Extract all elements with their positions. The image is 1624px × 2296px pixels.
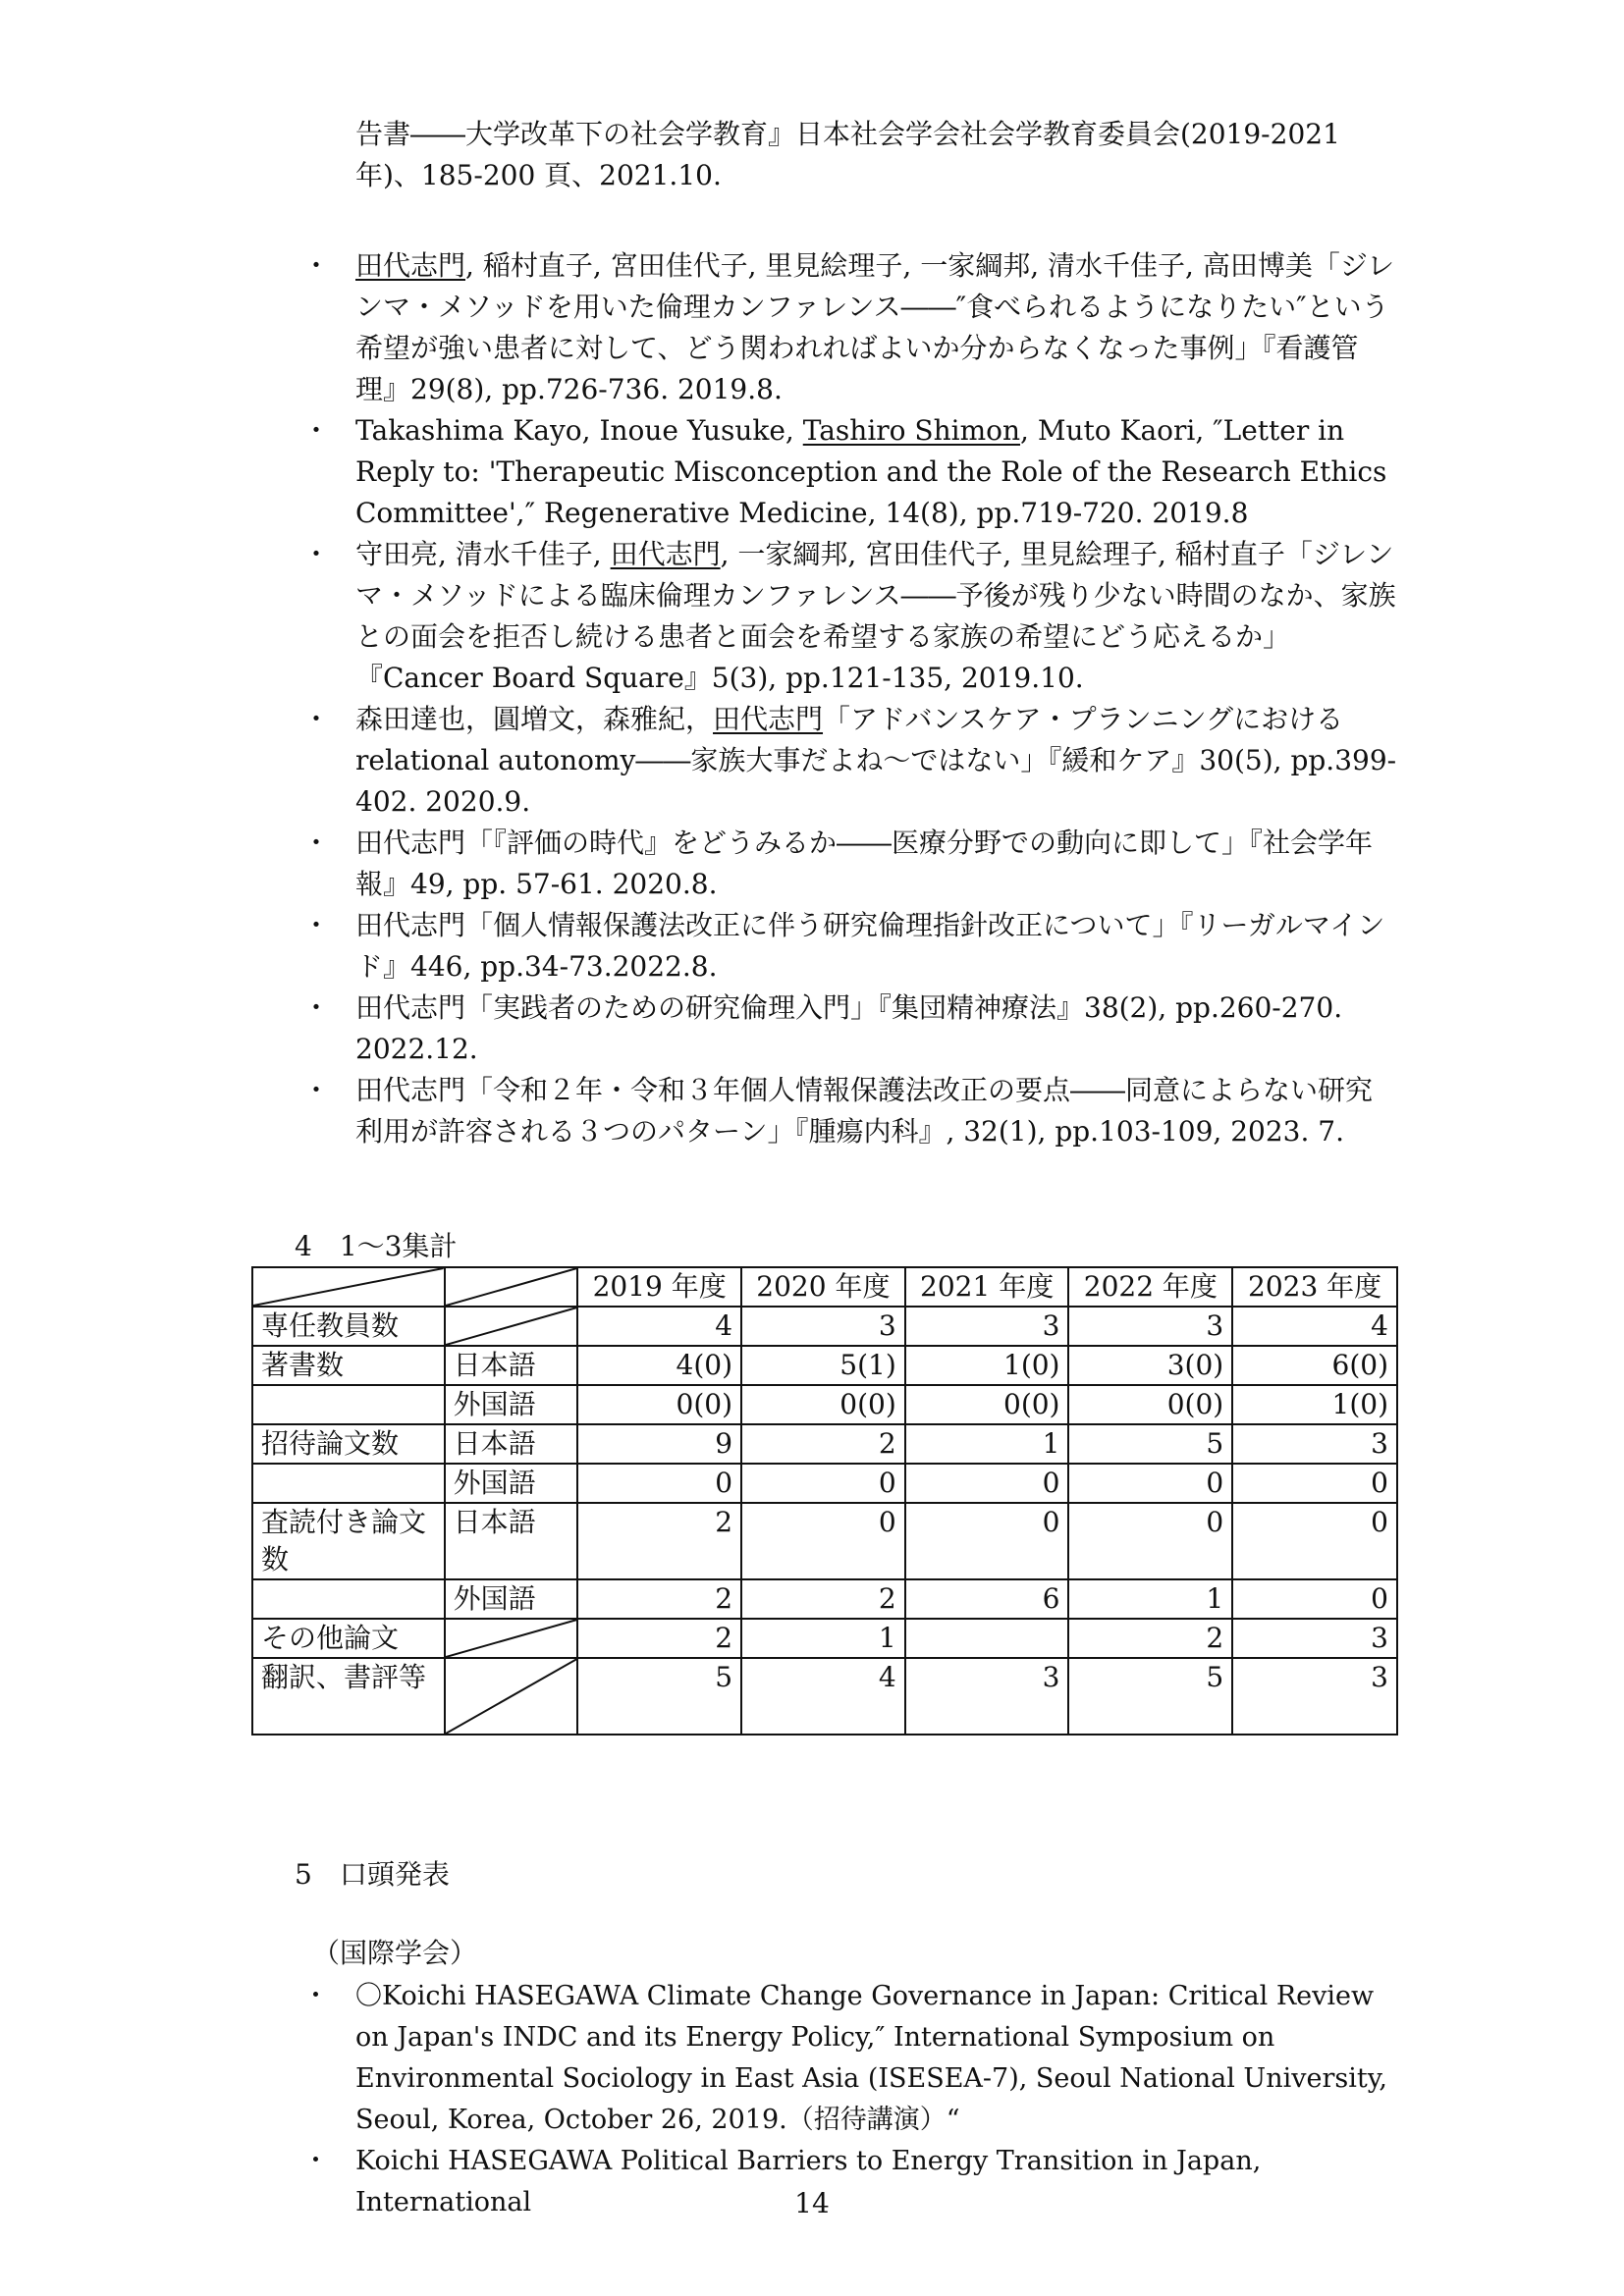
empty-sub-cell [445, 1307, 578, 1346]
value-cell: 0(0) [905, 1385, 1069, 1424]
empty-sub-cell [445, 1619, 578, 1658]
row-label: 著書数 [252, 1346, 445, 1385]
list-item: ・ 森田達也，圓増文，森雅紀，田代志門「アドバンスケア・プランニングにおける relational autonomy――家族大事だよね～ではない」『緩和ケア』30(5), pp.399-402. 2020.9. [295, 699, 1399, 823]
value-cell: 1(0) [905, 1346, 1069, 1385]
empty-sub-cell [445, 1658, 578, 1735]
value-cell: 4 [741, 1658, 905, 1735]
value-cell: 2 [741, 1424, 905, 1464]
table-row [252, 1385, 1397, 1424]
value-cell: 1 [905, 1424, 1069, 1464]
table-row [252, 1307, 1397, 1346]
value-cell: 0 [741, 1464, 905, 1503]
value-cell: 5 [577, 1658, 741, 1735]
bullet: ・ [302, 538, 331, 570]
value-cell: 3 [1068, 1307, 1232, 1346]
value-cell: 2 [741, 1579, 905, 1619]
row-label [252, 1579, 445, 1619]
value-cell: 0(0) [1068, 1385, 1232, 1424]
value-cell: 3 [1232, 1424, 1397, 1464]
value-cell: 2 [577, 1503, 741, 1579]
underlined-author: Tashiro Shimon [802, 414, 1021, 447]
value-cell: 0 [1232, 1503, 1397, 1579]
underlined-author: 田代志門 [713, 703, 824, 735]
year-header: 2020 年度 [741, 1267, 905, 1307]
value-cell: 0 [577, 1464, 741, 1503]
bullet: ・ [302, 1981, 329, 2011]
value-cell: 0 [741, 1503, 905, 1579]
table-row [252, 1464, 1397, 1503]
value-cell: 3(0) [1068, 1346, 1232, 1385]
table-header-row [252, 1267, 1397, 1307]
value-cell: 4(0) [577, 1346, 741, 1385]
section-5-title: 5 口頭発表 [295, 1858, 450, 1891]
table-row [252, 1619, 1397, 1658]
row-label: 翻訳、書評等 [252, 1658, 445, 1735]
continuation-text: 告書――大学改革下の社会学教育』日本社会学会社会学教育委員会(2019-2021年)、185-200 頁、2021.10. [355, 118, 1340, 191]
bullet: ・ [302, 2146, 329, 2176]
table-row [252, 1579, 1397, 1619]
bullet: ・ [302, 1074, 331, 1106]
table-row [252, 1424, 1397, 1464]
value-cell: 3 [1232, 1619, 1397, 1658]
year-header: 2021 年度 [905, 1267, 1069, 1307]
year-header: 2023 年度 [1232, 1267, 1397, 1307]
value-cell: 0(0) [741, 1385, 905, 1424]
page-number: 14 [794, 2187, 830, 2219]
value-cell: 3 [1232, 1658, 1397, 1735]
sub-label: 日本語 [445, 1346, 578, 1385]
section-4-title: 4 1～3集計 [295, 1230, 458, 1262]
sub-label: 日本語 [445, 1424, 578, 1464]
table-row [252, 1503, 1397, 1579]
row-label [252, 1385, 445, 1424]
value-cell: 1 [741, 1619, 905, 1658]
row-label: その他論文 [252, 1619, 445, 1658]
bullet: ・ [302, 991, 331, 1024]
value-cell: 0 [1068, 1464, 1232, 1503]
bullet: ・ [302, 703, 331, 735]
value-cell: 0 [905, 1464, 1069, 1503]
value-cell: 6(0) [1232, 1346, 1397, 1385]
bullet: ・ [302, 909, 331, 941]
row-label: 査読付き論文数 [252, 1503, 445, 1579]
list-item: ・ 田代志門「令和２年・令和３年個人情報保護法改正の要点――同意によらない研究利用が許容される３つのパターン」『腫瘍内科』, 32(1), pp.103-109, 2023. 7. [295, 1070, 1399, 1152]
value-cell: 3 [905, 1658, 1069, 1735]
year-header: 2019 年度 [577, 1267, 741, 1307]
row-label: 招待論文数 [252, 1424, 445, 1464]
list-item: ・ 〇Koichi HASEGAWA Climate Change Governance in Japan: Critical Review on Japan's INDC and its Energy Policy,″ International Symposium on Environmental Sociology in East Asia (ISESEA-7), Seoul National University, Seoul, Korea, October 26, 2019.（招待講演）“ [295, 1976, 1399, 2141]
empty-header-cell [445, 1267, 578, 1307]
underlined-author: 田代志門 [355, 249, 466, 282]
value-cell [905, 1619, 1069, 1658]
year-header: 2022 年度 [1068, 1267, 1232, 1307]
table-row [252, 1658, 1397, 1735]
bullet: ・ [302, 414, 331, 447]
value-cell: 6 [905, 1579, 1069, 1619]
publication-list [295, 245, 1399, 1152]
sub-label: 日本語 [445, 1503, 578, 1579]
value-cell: 2 [577, 1579, 741, 1619]
bullet: ・ [302, 827, 331, 859]
value-cell: 0(0) [577, 1385, 741, 1424]
value-cell: 0 [905, 1503, 1069, 1579]
list-item: ・ 田代志門, 稲村直子, 宮田佳代子, 里見絵理子, 一家綱邦, 清水千佳子, 高田博美「ジレンマ・メソッドを用いた倫理カンファレンス――″食べられるようになりたい″という希望が強い患者に対して、どう関われればよいか分からなくなった事例」『看護管理』29(8), pp.726-736. 2019.8. [295, 245, 1399, 410]
list-item: ・ 守田亮, 清水千佳子, 田代志門, 一家綱邦, 宮田佳代子, 里見絵理子, 稲村直子「ジレンマ・メソッドによる臨床倫理カンファレンス――予後が残り少ない時間のなか、家族との面会を拒否し続ける患者と面会を希望する家族の希望にどう応えるか」『Cancer Board Square』5(3), pp.121-135, 2019.10. [295, 534, 1399, 699]
value-cell: 0 [1068, 1503, 1232, 1579]
value-cell: 0 [1232, 1579, 1397, 1619]
value-cell: 3 [905, 1307, 1069, 1346]
underlined-author: 田代志門 [610, 538, 721, 570]
sub-label: 外国語 [445, 1385, 578, 1424]
value-cell: 2 [1068, 1619, 1232, 1658]
empty-header-cell [252, 1267, 445, 1307]
international-conference-heading: （国際学会） [312, 1937, 478, 1969]
value-cell: 4 [1232, 1307, 1397, 1346]
list-item: ・ 田代志門「『評価の時代』をどうみるか――医療分野での動向に即して」『社会学年報』49, pp. 57-61. 2020.8. [295, 823, 1399, 905]
list-item: ・ Koichi HASEGAWA Political Barriers to Energy Transition in Japan, International [295, 2141, 1399, 2223]
value-cell: 5(1) [741, 1346, 905, 1385]
value-cell: 1 [1068, 1579, 1232, 1619]
bullet: ・ [302, 249, 331, 282]
value-cell: 5 [1068, 1658, 1232, 1735]
value-cell: 2 [577, 1619, 741, 1658]
summary-table [251, 1266, 1398, 1735]
row-label [252, 1464, 445, 1503]
value-cell: 5 [1068, 1424, 1232, 1464]
value-cell: 3 [741, 1307, 905, 1346]
sub-label: 外国語 [445, 1579, 578, 1619]
row-label: 専任教員数 [252, 1307, 445, 1346]
value-cell: 4 [577, 1307, 741, 1346]
value-cell: 0 [1232, 1464, 1397, 1503]
list-item: ・ 田代志門「個人情報保護法改正に伴う研究倫理指針改正について」『リーガルマインド』446, pp.34-73.2022.8. [295, 905, 1399, 988]
value-cell: 9 [577, 1424, 741, 1464]
list-item: ・ 田代志門「実践者のための研究倫理入門」『集団精神療法』38(2), pp.260-270. 2022.12. [295, 988, 1399, 1070]
table-row [252, 1346, 1397, 1385]
value-cell: 1(0) [1232, 1385, 1397, 1424]
sub-label: 外国語 [445, 1464, 578, 1503]
list-item: ・ Takashima Kayo, Inoue Yusuke, Tashiro Shimon, Muto Kaori, ″Letter in Reply to: 'Therapeutic Misconception and the Role of the Research Ethics Committee',″ Regenerative Medicine, 14(8), pp.719-720. 2019.8 [295, 410, 1399, 534]
